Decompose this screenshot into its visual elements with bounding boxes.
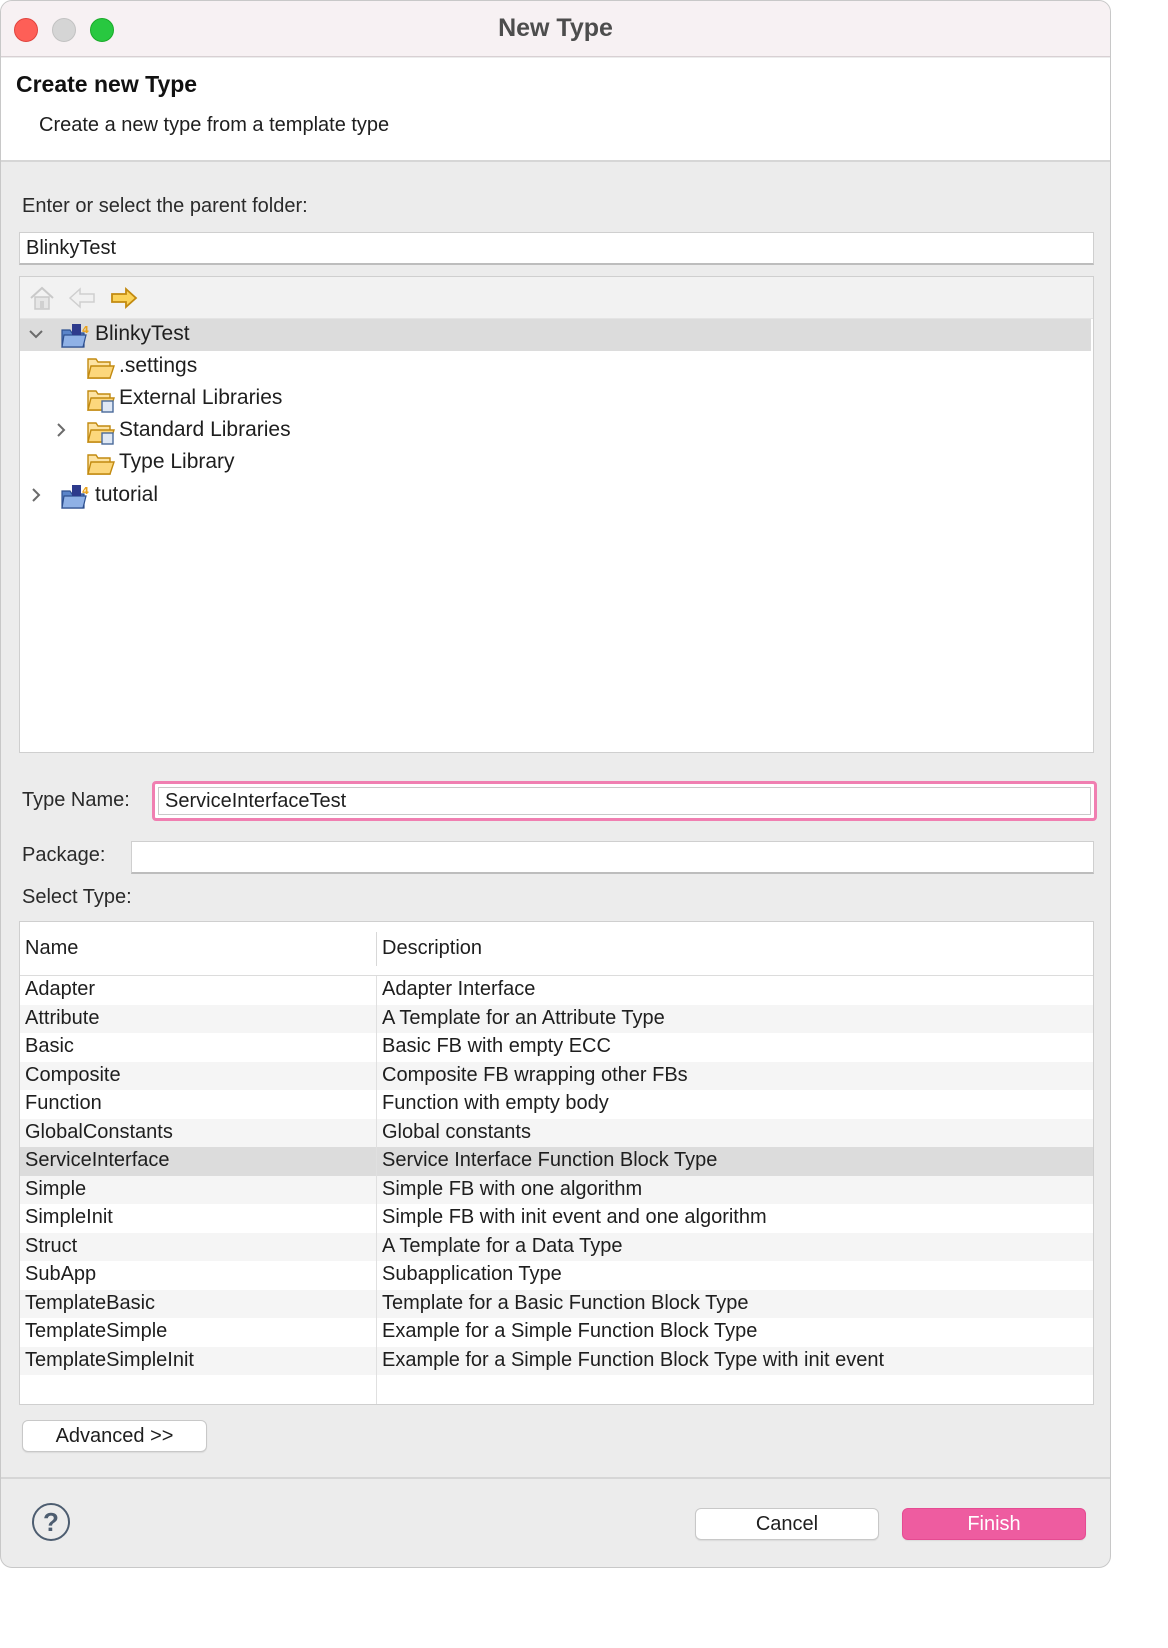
type-description-cell: Subapplication Type (382, 1263, 562, 1285)
page-subtitle: Create a new type from a template type (39, 114, 390, 136)
tree-item-external-libraries[interactable] (20, 383, 1091, 415)
project-icon (60, 483, 90, 510)
tree-toolbar (20, 277, 1093, 319)
type-name-cell: Simple (25, 1177, 87, 1200)
table-row[interactable] (20, 1261, 1093, 1290)
select-type-label: Select Type: (22, 886, 132, 908)
table-row[interactable] (20, 1233, 1093, 1262)
cancel-button[interactable]: Cancel (695, 1508, 879, 1540)
type-description-cell: Simple FB with one algorithm (382, 1177, 643, 1200)
type-name-cell: TemplateSimpleInit (25, 1348, 194, 1371)
tree-item-blinkytest[interactable] (20, 319, 1091, 351)
home-icon[interactable] (27, 283, 57, 313)
tree-item-standard-libraries[interactable] (20, 415, 1091, 447)
table-row[interactable] (20, 1119, 1093, 1148)
type-name-cell: Struct (25, 1234, 78, 1257)
advanced-button[interactable]: Advanced >> (22, 1420, 207, 1452)
column-header-description[interactable]: Description (382, 937, 483, 959)
footer-separator (1, 1477, 1110, 1479)
forward-arrow-icon[interactable] (109, 283, 139, 313)
column-header-name[interactable]: Name (25, 937, 79, 959)
finish-button[interactable]: Finish (902, 1508, 1086, 1540)
folder-icon (86, 450, 116, 477)
svg-text:4: 4 (82, 325, 89, 336)
type-name-cell: ServiceInterface (25, 1149, 170, 1171)
page-title: Create new Type (16, 71, 198, 97)
title-bar (1, 1, 1110, 57)
parent-folder-label: Enter or select the parent folder: (22, 195, 308, 217)
package-label: Package: (22, 844, 106, 866)
type-description-cell: Adapter Interface (382, 978, 536, 1000)
linked-folder-icon (86, 386, 116, 413)
type-description-cell: Global constants (382, 1120, 531, 1143)
help-icon[interactable]: ? (32, 1503, 70, 1541)
wizard-header (1, 58, 1110, 162)
type-name-label: Type Name: (22, 789, 130, 811)
type-name-cell: Function (25, 1092, 102, 1114)
table-row[interactable] (20, 1318, 1093, 1347)
type-description-cell: Function with empty body (382, 1092, 609, 1114)
tree-item-label: tutorial (95, 483, 159, 506)
tree-item-tutorial[interactable] (20, 480, 1091, 512)
table-row[interactable] (20, 1090, 1093, 1119)
type-description-cell: Simple FB with init event and one algorithm (382, 1206, 767, 1228)
type-name-cell: Attribute (25, 1006, 100, 1029)
type-name-field-focus-ring (152, 781, 1097, 821)
linked-folder-icon (86, 418, 116, 445)
type-name-cell: SimpleInit (25, 1206, 113, 1228)
type-description-cell: A Template for a Data Type (382, 1234, 623, 1257)
table-row[interactable] (20, 1347, 1093, 1376)
table-row[interactable] (20, 1033, 1093, 1062)
package-input[interactable] (131, 841, 1094, 874)
tree-item-settings[interactable] (20, 351, 1091, 383)
type-name-cell: Composite (25, 1063, 121, 1086)
type-name-cell: TemplateSimple (25, 1320, 168, 1342)
type-name-cell: TemplateBasic (25, 1291, 156, 1314)
parent-folder-input[interactable]: BlinkyTest (19, 232, 1094, 265)
type-description-cell: Example for a Simple Function Block Type (382, 1320, 758, 1342)
tree-item-type-library[interactable] (20, 447, 1091, 479)
chevron-down-icon[interactable] (26, 324, 46, 344)
project-icon (60, 322, 90, 349)
type-name-input[interactable]: ServiceInterfaceTest (158, 787, 1091, 815)
table-row[interactable] (20, 1290, 1093, 1319)
column-divider (376, 976, 377, 1404)
type-description-cell: Basic FB with empty ECC (382, 1035, 611, 1057)
window-title: New Type (498, 14, 613, 42)
type-name-cell: Adapter (25, 978, 96, 1000)
table-row[interactable] (20, 1204, 1093, 1233)
type-name-cell: Basic (25, 1035, 74, 1057)
table-header (20, 922, 1093, 976)
type-description-cell: Template for a Basic Function Block Type (382, 1291, 749, 1314)
table-row[interactable] (20, 1147, 1093, 1176)
table-row[interactable] (20, 1005, 1093, 1034)
column-divider[interactable] (376, 932, 377, 966)
folder-icon (86, 354, 116, 381)
back-arrow-icon[interactable] (67, 283, 97, 313)
type-description-cell: Example for a Simple Function Block Type with init event (382, 1348, 885, 1371)
table-row[interactable] (20, 1176, 1093, 1205)
tree-item-label: BlinkyTest (95, 322, 190, 345)
type-name-cell: SubApp (25, 1263, 97, 1285)
chevron-right-icon[interactable] (51, 420, 71, 440)
type-description-cell: Service Interface Function Block Type (382, 1149, 718, 1171)
type-description-cell: A Template for an Attribute Type (382, 1006, 665, 1029)
chevron-right-icon[interactable] (26, 485, 46, 505)
type-description-cell: Composite FB wrapping other FBs (382, 1063, 688, 1086)
table-row[interactable] (20, 976, 1093, 1005)
tree-item-label: .settings (119, 354, 198, 377)
type-name-cell: GlobalConstants (25, 1120, 173, 1143)
table-row[interactable] (20, 1062, 1093, 1091)
tree-item-label: External Libraries (119, 386, 283, 409)
type-template-table[interactable] (19, 921, 1094, 1405)
svg-text:4: 4 (82, 486, 89, 497)
tree-item-label: Type Library (119, 450, 235, 473)
folder-tree[interactable] (19, 276, 1094, 753)
tree-item-label: Standard Libraries (119, 418, 291, 441)
